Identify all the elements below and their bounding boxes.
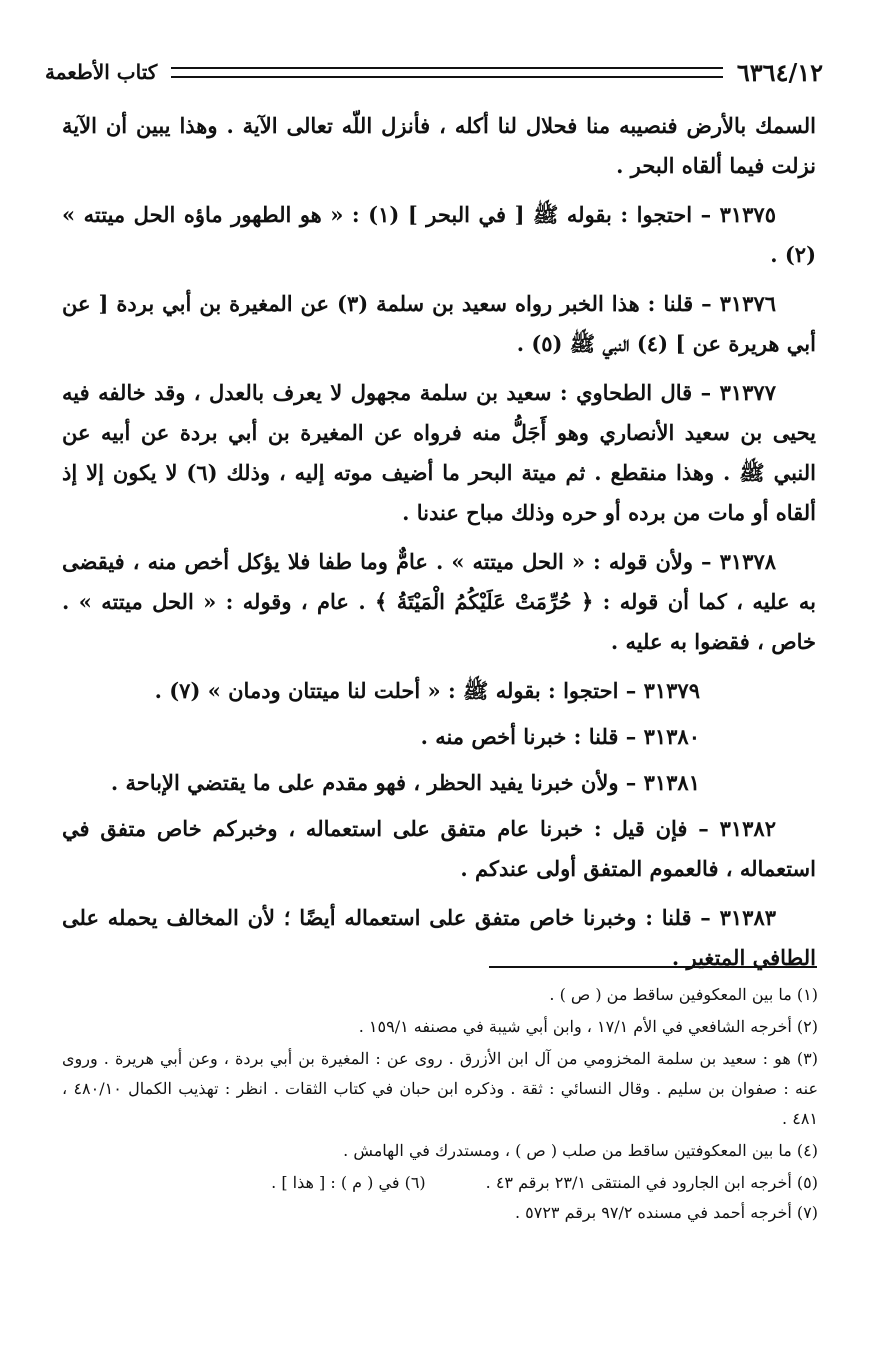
header-rule	[171, 67, 723, 78]
paragraph-text: – ولأن خبرنا يفيد الحظر ، فهو مقدم على ما يقتضي الإباحة .	[110, 770, 637, 795]
paragraph	[62, 671, 816, 711]
paragraph	[62, 809, 816, 889]
paragraph-number: ٣١٣٨٠	[643, 724, 700, 749]
footnote: (٤) ما بين المعكوفتين ساقط من صلب ( ص ) ، ومستدرك في الهامش .	[343, 1141, 818, 1160]
book-title: كتاب الأطعمة	[45, 60, 158, 84]
page-number: ٦٣٦٤/١٢	[736, 57, 823, 87]
footnote: (٦) في ( م ) : [ هذا ] .	[271, 1173, 426, 1192]
paragraph-number: ٣١٣٨٢	[719, 816, 776, 841]
paragraph	[62, 284, 816, 364]
paragraph-number: ٣١٣٧٥	[719, 202, 776, 227]
page-header	[45, 52, 823, 92]
paragraph-text: – فإن قيل : خبرنا عام متفق على استعماله ، وخبركم خاص متفق في استعماله ، فالعموم المتفق أولى عندكم .	[62, 816, 816, 881]
paragraph-number: ٣١٣٧٧	[719, 380, 776, 405]
paragraph-number: ٣١٣٧٨	[719, 549, 777, 574]
paragraph-text: – قلنا : خبرنا أخص منه .	[420, 724, 637, 749]
footnote-row	[62, 1168, 818, 1198]
footnote: (١) ما بين المعكوفين ساقط من ( ص ) .	[549, 985, 818, 1004]
paragraph-text: – احتجوا : بقوله ﷺ : « أحلت لنا ميتتان ودمان » (٧) .	[154, 678, 637, 703]
footnote: (٥) أخرجه ابن الجارود في المنتقى ٢٣/١ برقم ٤٣ .	[485, 1173, 818, 1192]
paragraph-number: ٣١٣٨٣	[719, 905, 777, 930]
paragraph	[62, 717, 816, 757]
footnote: (٣) هو : سعيد بن سلمة المخزومي من آل ابن الأزرق . روى عن : المغيرة بن أبي بردة ، وعن أبي هريرة . وروى عنه : صفوان بن سليم . وقال النسائي : ثقة . وذكره ابن حبان في كتاب الثقات . انظر : تهذيب الكمال ٤٨٠/١٠ ، ٤٨١ .	[62, 1049, 819, 1128]
paragraph	[62, 106, 816, 186]
paragraph	[62, 373, 816, 533]
paragraph-text: – ولأن قوله : « الحل ميتته » . عامٌّ وما طفا فلا يؤكل أخص منه ، فيقضى به عليه ، كما أن قوله : ﴿ حُرِّمَتْ عَلَيْكُمُ الْمَيْتَةُ ﴾ . عام ، وقوله : « الحل ميتته » . خاص ، فقضوا به عليه .	[62, 549, 816, 654]
paragraph	[62, 542, 816, 662]
paragraph-text: السمك بالأرض فنصيبه منا فحلال لنا أكله ، فأنزل اللّه تعالى الآية . وهذا يبين أن الآية نزلت فيما ألقاه البحر .	[62, 113, 816, 178]
paragraph-number: ٣١٣٧٩	[643, 678, 700, 703]
footnote: (٢) أخرجه الشافعي في الأم ١٧/١ ، وابن أبي شيبة في مصنفه ١٥٩/١ .	[358, 1017, 818, 1036]
paragraph-text: – قال الطحاوي : سعيد بن سلمة مجهول لا يعرف بالعدل ، وقد خالفه فيه يحيى بن سعيد الأنصاري وهو أَجَلُّ منه فرواه عن المغيرة بن أبي بردة عن أبيه عن النبي ﷺ . وهذا منقطع . ثم ميتة البحر ما أضيف موته إليه ، وذلك (٦) لا يكون إلا إذ ألقاه أو مات من برده أو حره وذلك مباح عندنا .	[62, 380, 816, 525]
paragraph	[62, 195, 816, 275]
footnotes	[62, 980, 818, 1230]
paragraph-text: – قلنا : هذا الخبر رواه سعيد بن سلمة (٣) عن المغيرة بن أبي بردة [ عن أبي هريرة عن ] (٤) النبي ﷺ (٥) .	[62, 291, 816, 356]
paragraph-number: ٣١٣٧٦	[719, 291, 777, 316]
paragraph-number: ٣١٣٨١	[643, 770, 700, 795]
paragraph-text: – احتجوا : بقوله ﷺ [ في البحر ] (١) : « هو الطهور ماؤه الحل ميتته » (٢) .	[62, 202, 816, 267]
paragraph	[62, 763, 816, 803]
footnote: (٧) أخرجه أحمد في مسنده ٩٧/٢ برقم ٥٧٢٣ .	[514, 1203, 818, 1222]
footnote-separator	[489, 966, 817, 968]
paragraph-text: – قلنا : وخبرنا خاص متفق على استعماله أيضًا ؛ لأن المخالف يحمله على الطافي المتغير .	[62, 905, 816, 970]
main-text	[62, 106, 816, 987]
